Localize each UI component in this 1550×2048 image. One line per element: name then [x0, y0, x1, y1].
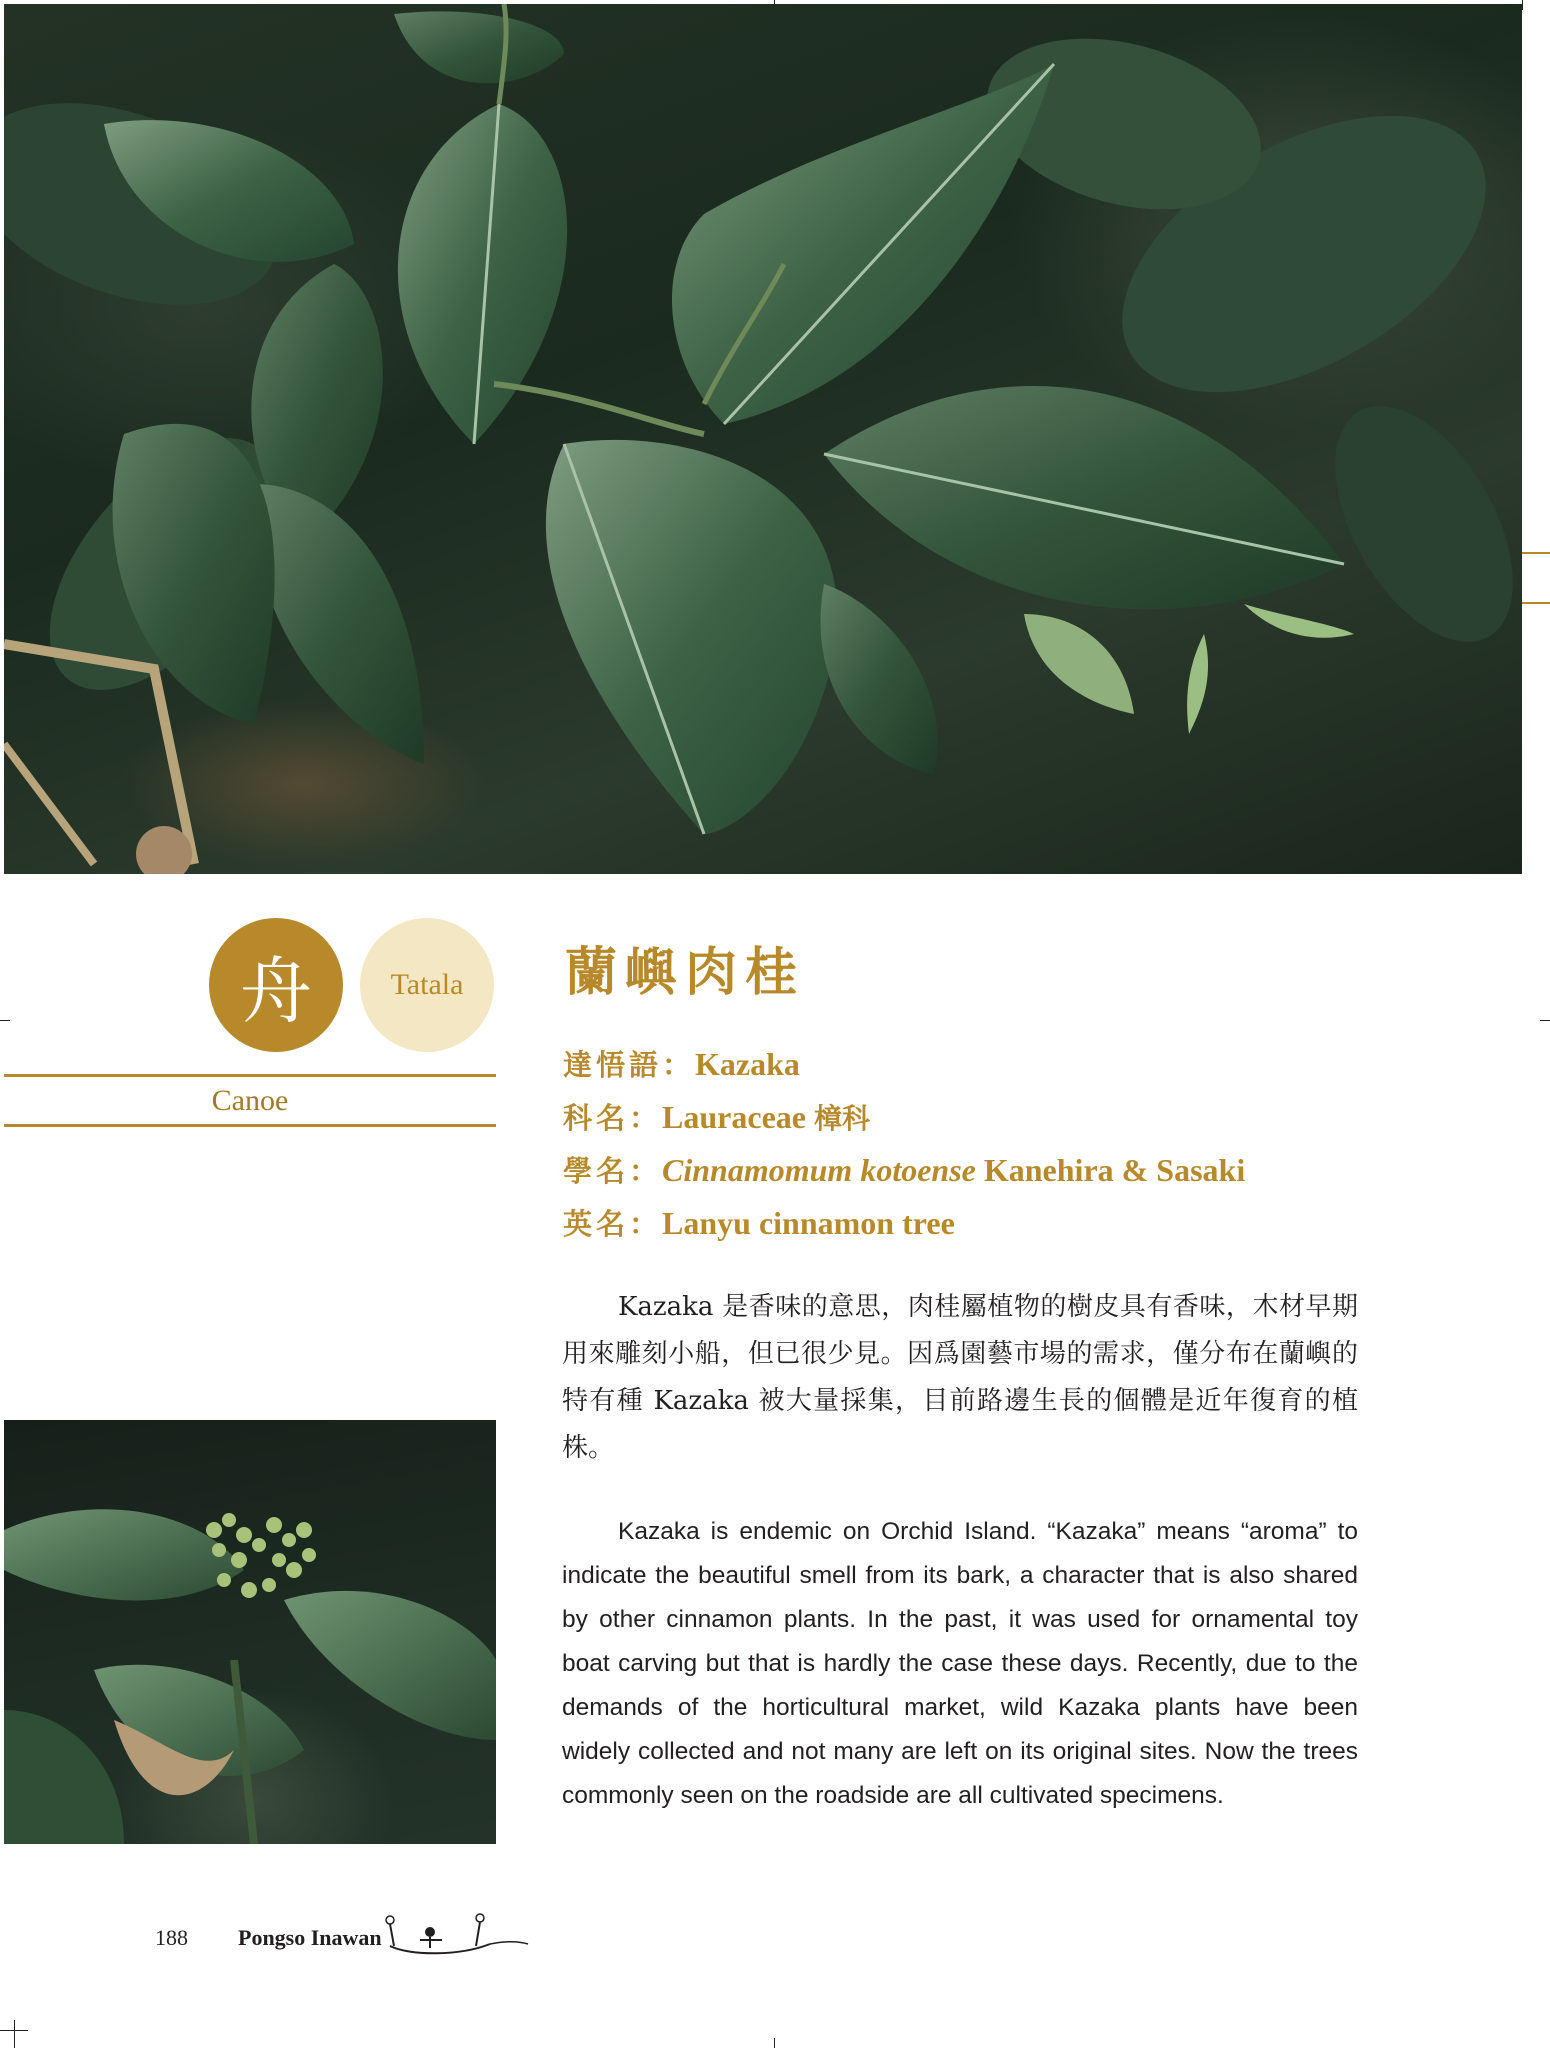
badge-word: Tatala: [390, 968, 464, 1001]
badge-translation: Canoe: [211, 1084, 289, 1117]
plant-title: 蘭嶼肉桂: [565, 942, 806, 1003]
crop-mark: [1522, 0, 1523, 10]
meta-value: Kazaka: [695, 1046, 800, 1082]
flower-bud-photo: [4, 1420, 496, 1844]
hero-photo-cinnamon-leaves: [4, 4, 1522, 874]
meta-value: Lauraceae: [662, 1099, 806, 1135]
badge-glyph: 舟: [239, 949, 312, 1033]
meta-row-english: [563, 1197, 1245, 1250]
meta-label: 達悟語：: [563, 1048, 696, 1082]
meta-label: 英名：: [563, 1207, 663, 1241]
canoe-sketch-icon: [380, 1910, 530, 1960]
page-number: 188: [155, 1925, 188, 1950]
leaf-illustration: [4, 4, 1522, 874]
meta-label: 學名：: [563, 1154, 663, 1188]
body-paragraph-chinese: Kazaka 是香味的意思，肉桂屬植物的樹皮具有香味，木材早期用來雕刻小船，但已很少見。因爲園藝市場的需求，僅分布在蘭嶼的特有種 Kazaka 被大量採集，目前路邊生長的個體是近年復育的植株。: [562, 1292, 1358, 1463]
top-rule: [4, 1074, 496, 1077]
crop-mark: [774, 2038, 775, 2048]
plant-meta: [563, 1038, 1245, 1250]
meta-row-family: [563, 1091, 1245, 1144]
meta-value-italic: Cinnamomum kotoense: [662, 1152, 976, 1188]
canoe-glyph-badge: [209, 918, 343, 1052]
meta-row-yami: [563, 1038, 1245, 1091]
meta-row-scientific: [563, 1144, 1245, 1197]
side-tick: [1522, 602, 1550, 604]
crop-mark: [1540, 1020, 1550, 1021]
flower-bud-illustration: [4, 1420, 496, 1844]
tatala-badge: [360, 918, 494, 1052]
meta-label: 科名：: [563, 1101, 663, 1135]
meta-value-zh: 樟科: [813, 1102, 870, 1135]
body-paragraph-english: Kazaka is endemic on Orchid Island. “Kazaka” means “aroma” to indicate the beautiful smell from its bark, a character that is also shared by other cinnamon plants. In the past, it was used for ornamental toy boat carving but that is hardly the case these days. Recently, due to the demands of the horticultural market, wild Kazaka plants have been widely collected and not many are left on its original sites. Now the trees commonly seen on the roadside are all cultivated specimens.: [562, 1518, 1358, 1809]
meta-value-author: Kanehira & Sasaki: [983, 1152, 1246, 1188]
book-title: Pongso Inawan: [238, 1925, 382, 1950]
meta-value: Lanyu cinnamon tree: [662, 1205, 955, 1241]
crop-mark: [14, 2020, 15, 2048]
crop-mark: [0, 1020, 10, 1021]
side-tick: [1522, 552, 1550, 554]
bottom-rule: [4, 1124, 496, 1127]
